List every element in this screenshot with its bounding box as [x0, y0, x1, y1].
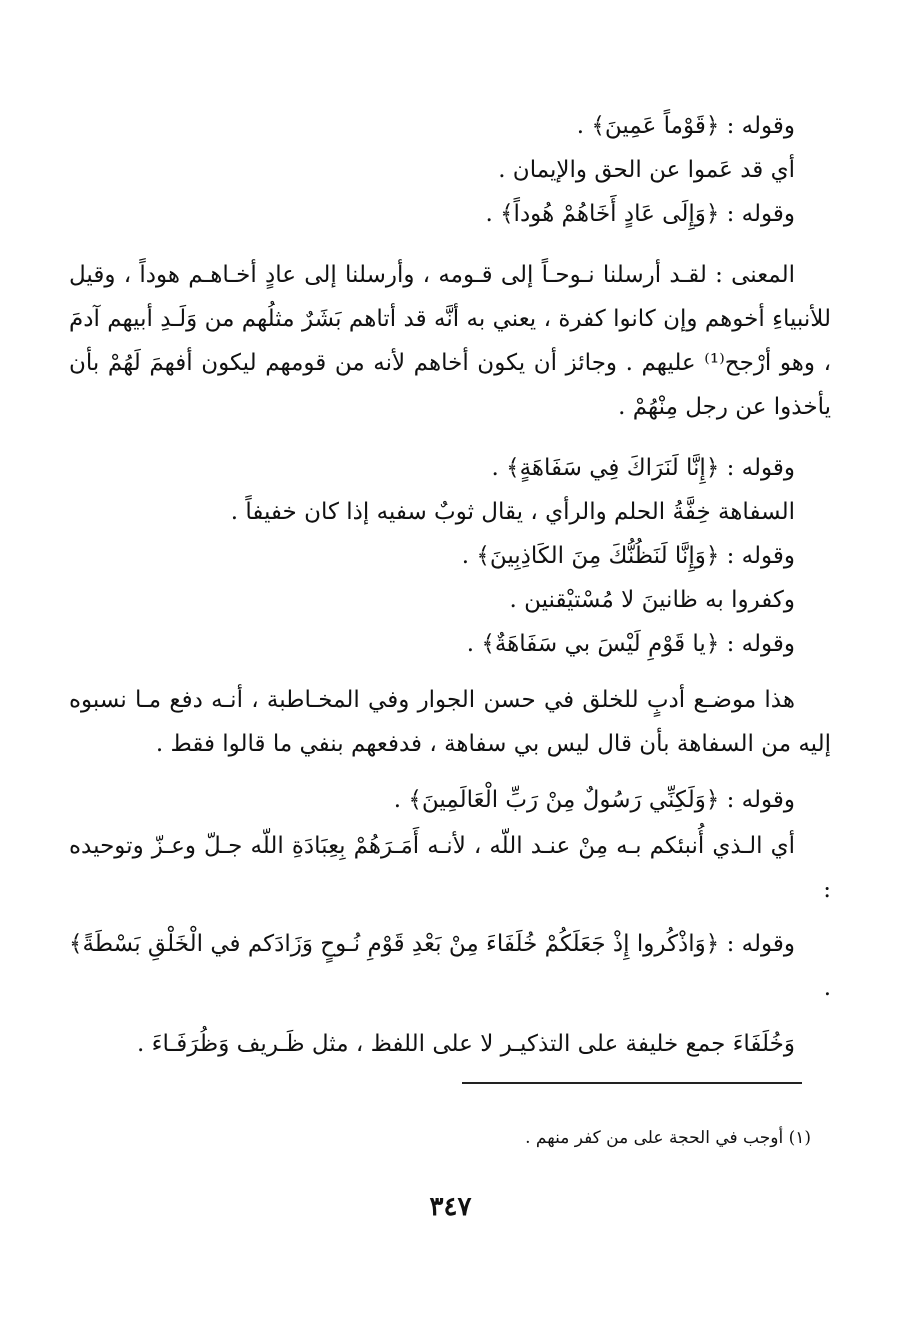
paragraph-meaning — [69, 253, 831, 429]
commentary-line: أي قد عَموا عن الحق والإيمان . — [498, 157, 795, 183]
verse-quote-line: وقوله : ﴿قَوْماً عَمِينَ﴾ . — [576, 113, 795, 139]
footnote: (١) أوجب في الحجة على من كفر منهم . — [525, 1128, 811, 1148]
verse-quote-line: وقوله : ﴿إِنَّا لَنَرَاكَ فِي سَفَاهَةٍ﴾ . — [491, 455, 795, 481]
paragraph-manners — [69, 678, 831, 766]
footnote-separator — [462, 1082, 802, 1084]
main-text-top — [69, 104, 831, 236]
page-number: ٣٤٧ — [429, 1192, 472, 1222]
verse-quote-line: وقوله : ﴿وَلَكِنِّي رَسُولٌ مِنْ رَبِّ الْعَالَمِينَ﴾ . — [393, 787, 795, 813]
verse-quote-line: وقوله : ﴿وَإِنَّا لَنَظُنُّكَ مِنَ الكَاذِبِينَ﴾ . — [461, 543, 795, 569]
paragraph-remember — [69, 922, 831, 1010]
commentary-paragraph: المعنى : لقـد أرسلنا نـوحـاً إلى قـومه ، وأرسلنا إلى عادٍ أخـاهـم هوداً ، وقيل للأنبياءِ أخوهم وإن كانوا كفرة ، يعني به أنَّه قد أتاهم بَشَرٌ مثلُهم من وَلَـدِ أبيهم آدمَ ، وهو أرْجح⁽¹⁾ عليهم . وجائز أن يكون أخاهم لأنه من قومهم ليكون أفهمَ لَهُمْ بأن يأخذوا عن رجل مِنْهُمْ . — [69, 262, 831, 420]
verse-quote-line: وقوله : ﴿وَإِلَى عَادٍ أَخَاهُمْ هُوداً﴾ . — [485, 201, 795, 227]
verse-quote-line: وقوله : ﴿يا قَوْمِ لَيْسَ بي سَفَاهَةٌ﴾ . — [466, 631, 795, 657]
paragraph-messenger — [69, 824, 831, 912]
main-text-lower — [69, 778, 831, 822]
commentary-line: وَخُلَفَاءَ جمع خليفة على التذكيـر لا على اللفظ ، مثل ظَـريف وَظُرَفَـاءَ . — [137, 1031, 795, 1057]
commentary-line: وكفروا به ظانينَ لا مُسْتيْقنين . — [509, 587, 795, 613]
main-text-middle — [69, 446, 831, 666]
main-text-last — [69, 1022, 831, 1066]
commentary-paragraph: أي الـذي أُنبئكم بـه مِنْ عنـد اللّه ، لأنـه أَمَـرَهُمْ بِعِبَادَةِ اللّه جـلّ وعـزّ وتوحيده : — [69, 833, 831, 903]
commentary-line: السفاهة خِفَّةُ الحلم والرأي ، يقال ثوبٌ سفيه إذا كان خفيفاً . — [230, 499, 795, 525]
commentary-paragraph: هذا موضـع أدبٍ للخلق في حسن الجوار وفي المخـاطبة ، أنـه دفع مـا نسبوه إليه من السفاهة بأن قال ليس بي سفاهة ، فدفعهم بنفي ما قالوا فقط . — [69, 687, 831, 757]
verse-quote-paragraph: وقوله : ﴿وَاذْكُروا إِذْ جَعَلَكُمْ خُلَفَاءَ مِنْ بَعْدِ قَوْمِ نُـوحٍ وَزَادَكم في الْخَلْقِ بَسْطَةً﴾ . — [69, 931, 831, 1001]
